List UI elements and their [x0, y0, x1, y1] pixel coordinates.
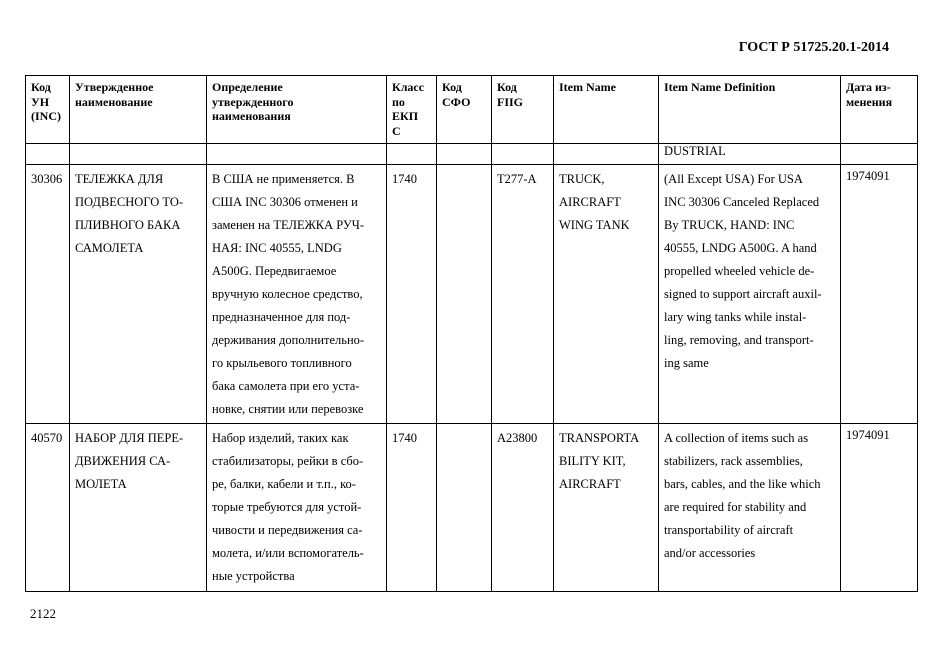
text-line: новке, снятии или перевозке — [212, 402, 364, 416]
header-inc — [26, 76, 70, 144]
text-line: TRUCK, — [559, 172, 605, 186]
text-line: МОЛЕТА — [75, 477, 127, 491]
text-line: AIRCRAFT — [559, 477, 621, 491]
text-line: торые требуются для устой- — [212, 500, 362, 514]
text-line: transportability of aircraft — [664, 523, 794, 537]
cell-item-name — [554, 165, 659, 424]
header-item-name — [554, 76, 659, 144]
text-line: A500G. Передвигаемое — [212, 264, 337, 278]
text-line: В США не применяется. В — [212, 172, 355, 186]
text-line: ные устройства — [212, 569, 295, 583]
continuation-row — [26, 144, 918, 165]
text-line: держивания дополнительно- — [212, 333, 365, 347]
text-line: ПОДВЕСНОГО ТО- — [75, 195, 184, 209]
text-line: 40555, LNDG A500G. A hand — [664, 241, 817, 255]
text-line: вручную колесное средство, — [212, 287, 363, 301]
text-line: are required for stability and — [664, 500, 807, 514]
text-line: Код — [497, 80, 517, 94]
page-number: 2122 — [30, 606, 56, 621]
header-definition — [207, 76, 387, 144]
cell-name — [70, 424, 207, 592]
text-line: САМОЛЕТА — [75, 241, 144, 255]
text-line: чивости и передвижения са- — [212, 523, 363, 537]
cell-item-name — [554, 424, 659, 592]
table-row — [26, 424, 918, 592]
text-line: США INC 30306 отменен и — [212, 195, 358, 209]
text-line: УН — [31, 94, 50, 109]
text-line: Код — [31, 80, 51, 94]
cell-definition — [207, 424, 387, 592]
cell-fiig: A23800 — [492, 424, 554, 592]
cell-sfo — [437, 424, 492, 592]
text-line: менения — [846, 94, 893, 109]
text-line: signed to support aircraft auxil- — [664, 287, 822, 301]
text-line: (INC) — [31, 109, 61, 123]
text-line: WING TANK — [559, 218, 630, 232]
cell-definition — [207, 165, 387, 424]
header-name — [70, 76, 207, 144]
text-line: молета, и/или вспомогатель- — [212, 546, 364, 560]
text-line: ре, балки, кабели и т.п., ко- — [212, 477, 356, 491]
text-line: lary wing tanks while instal- — [664, 310, 807, 324]
catalog-table — [25, 75, 918, 592]
cell-date: 1974091 — [841, 165, 918, 424]
cell-inc: 40570 — [26, 424, 70, 592]
text-line: бака самолета при его уста- — [212, 379, 360, 393]
cell-inc: 30306 — [26, 165, 70, 424]
continuation-text: DUSTRIAL — [659, 144, 841, 165]
text-line: propelled wheeled vehicle de- — [664, 264, 815, 278]
text-line: BILITY KIT, — [559, 454, 626, 468]
cell-class: 1740 — [387, 165, 437, 424]
header-date — [841, 76, 918, 144]
text-line: AIRCRAFT — [559, 195, 621, 209]
text-line: bars, cables, and the like which — [664, 477, 821, 491]
text-line: предназначенное для под- — [212, 310, 351, 324]
text-line: ДВИЖЕНИЯ СА- — [75, 454, 171, 468]
text-line: ling, removing, and transport- — [664, 333, 814, 347]
table-row — [26, 165, 918, 424]
text-line: Утвержденное — [75, 80, 154, 94]
cell-class: 1740 — [387, 424, 437, 592]
text-line: ТЕЛЕЖКА ДЛЯ — [75, 172, 164, 186]
text-line: НАБОР ДЛЯ ПЕРЕ- — [75, 431, 184, 445]
text-line: By TRUCK, HAND: INC — [664, 218, 795, 232]
text-line: ЕКП — [392, 109, 419, 123]
text-line: Item Name — [559, 80, 616, 94]
text-line: Дата из- — [846, 80, 891, 94]
text-line: (All Except USA) For USA — [664, 172, 803, 186]
header-class — [387, 76, 437, 144]
text-line: Код — [442, 80, 462, 94]
document-code: ГОСТ Р 51725.20.1-2014 — [738, 40, 889, 55]
text-line: наименования — [212, 109, 291, 123]
text-line: СФО — [442, 94, 471, 109]
text-line: Класс — [392, 80, 425, 94]
text-line: по — [392, 94, 405, 109]
cell-date: 1974091 — [841, 424, 918, 592]
text-line: ПЛИВНОГО БАКА — [75, 218, 181, 232]
cell-sfo — [437, 165, 492, 424]
text-line: заменен на ТЕЛЕЖКА РУЧ- — [212, 218, 365, 232]
text-line: ing same — [664, 356, 709, 370]
text-line: Набор изделий, таких как — [212, 431, 349, 445]
cell-name — [70, 165, 207, 424]
header-item-definition — [659, 76, 841, 144]
text-line: and/or accessories — [664, 546, 756, 560]
text-line: INC 30306 Canceled Replaced — [664, 195, 820, 209]
text-line: НАЯ: INC 40555, LNDG — [212, 241, 342, 255]
text-line: утвержденного — [212, 94, 294, 109]
cell-item-definition — [659, 165, 841, 424]
header-row — [26, 76, 918, 144]
cell-fiig: T277-A — [492, 165, 554, 424]
cell-item-definition — [659, 424, 841, 592]
text-line: С — [392, 123, 401, 138]
text-line: наименование — [75, 94, 153, 109]
header-fiig — [492, 76, 554, 144]
header-sfo — [437, 76, 492, 144]
text-line: TRANSPORTA — [559, 431, 640, 445]
text-line: A collection of items such as — [664, 431, 809, 445]
text-line: стабилизаторы, рейки в сбо- — [212, 454, 364, 468]
text-line: stabilizers, rack assemblies, — [664, 454, 803, 468]
text-line: го крыльевого топливного — [212, 356, 352, 370]
text-line: Определение — [212, 80, 283, 94]
text-line: Item Name Definition — [664, 80, 776, 94]
text-line: FIIG — [497, 94, 524, 109]
